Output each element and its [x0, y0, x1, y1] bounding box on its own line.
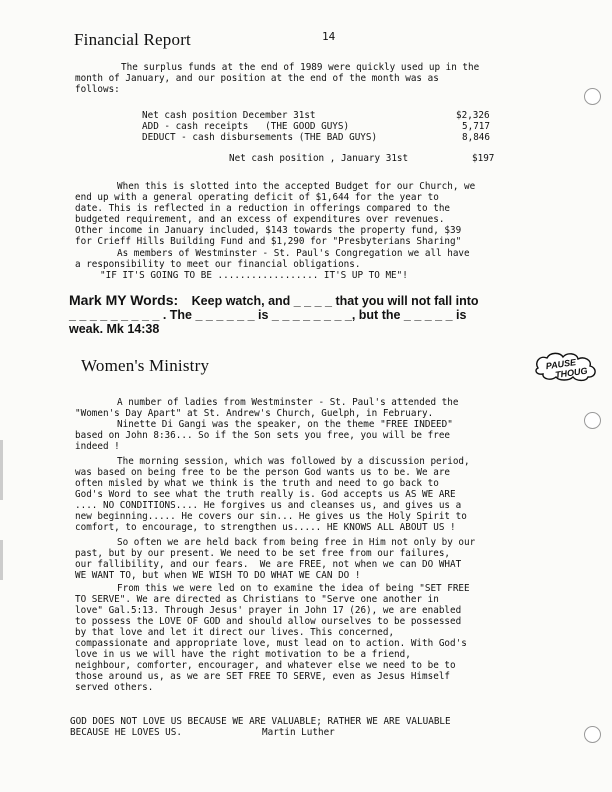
body-line: The morning session, which was followed by a discussion period,	[117, 456, 470, 467]
body-line: past, but by our present. We need to be set free from our failures,	[75, 548, 451, 559]
svg-text:PAUSE: PAUSE	[545, 357, 577, 372]
mark-my-words	[69, 292, 479, 308]
body-line: for Crieff Hills Building Fund and $1,290 for "Presbyterians Sharing"	[75, 236, 462, 247]
intro-line: month of January, and our position at the end of the month was as	[75, 73, 439, 84]
body-line: based on John 8:36... So if the Son sets you free, you will be free	[75, 430, 451, 441]
body-line: When this is slotted into the accepted Budget for our Church, we	[117, 181, 476, 192]
body-line: date. This is reflected in a reduction in offerings compared to the	[75, 203, 451, 214]
womens-ministry-heading: Women's Ministry	[81, 356, 210, 375]
body-line: by that love and let it direct our lives. This concerned,	[75, 627, 395, 638]
body-line: TO SERVE". We are directed as Christians to "Serve one another in	[75, 594, 439, 605]
body-line: "Women's Day Apart" at St. Andrew's Church, Guelph, in February.	[75, 408, 434, 419]
intro-line: follows:	[75, 84, 120, 95]
scan-edge-shadow	[0, 440, 3, 500]
body-line: WE WANT TO, but when WE WISH TO DO WHAT WE CAN DO !	[75, 570, 361, 581]
mark-my-words-line: _ _ _ _ _ _ _ _ _ . The _ _ _ _ _ _ is _ _ _ _ _ _ _ _, but the _ _ _ _ _ is	[69, 308, 467, 322]
body-line: our fallibility, and our fears. We are FREE, not when we can DO WHAT	[75, 559, 462, 570]
body-line: new beginning..... He covers our sin... He gives us the Holy Spirit to	[75, 511, 467, 522]
page-number: 14	[322, 30, 336, 43]
body-line: comfort, to encourage, to strengthen us..... HE KNOWS ALL ABOUT US !	[75, 522, 456, 533]
body-line: compassionate and appropriate love, must lead on to action. With God's	[75, 638, 467, 649]
body-line: .... NO CONDITIONS.... He forgives us and cleanses us, and gives us a	[75, 500, 462, 511]
scan-edge-shadow	[0, 540, 3, 580]
body-line: budgeted requirement, and an excess of expenditures over revenues.	[75, 214, 445, 225]
thought-cloud-icon	[532, 350, 602, 382]
body-line: love" Gal.5:13. Through Jesus' prayer in John 17 (26), we are enabled	[75, 605, 462, 616]
cash-row-label: Net cash position December 31st	[142, 110, 316, 121]
mark-my-words-line: Keep watch, and _ _ _ _ that you will not fall into	[191, 294, 479, 308]
financial-report-heading: Financial Report	[74, 30, 191, 49]
body-line: a responsibility to meet our financial obligations.	[75, 259, 361, 270]
body-line: From this we were led on to examine the idea of being "SET FREE	[117, 583, 470, 594]
motto-line: "IF IT'S GOING TO BE .................. IT'S UP TO ME"!	[100, 270, 408, 281]
pause-thought-clipart	[532, 350, 602, 382]
body-line: Ninette Di Gangi was the speaker, on the theme "FREE INDEED"	[117, 419, 453, 430]
cash-row-value: $2,326	[456, 110, 490, 121]
binder-hole	[584, 726, 601, 743]
cash-row-label: DEDUCT - cash disbursements (THE BAD GUYS)	[142, 132, 378, 143]
binder-hole	[584, 412, 601, 429]
body-line: end up with a general operating deficit of $1,644 for the year to	[75, 192, 439, 203]
net-position-label: Net cash position , January 31st	[229, 153, 409, 164]
binder-hole	[584, 88, 601, 105]
cash-row-value: 5,717	[462, 121, 490, 132]
body-line: As members of Westminster - St. Paul's Congregation we all have	[117, 248, 470, 259]
body-line: So often we are held back from being free in Him not only by our	[117, 537, 476, 548]
body-line: those around us, as we are SET FREE TO SERVE, even as Jesus Himself	[75, 671, 451, 682]
quote-line: BECAUSE HE LOVES US.	[70, 727, 182, 738]
body-line: to possess the LOVE OF GOD and should allow ourselves to be possessed	[75, 616, 462, 627]
net-position-value: $197	[472, 153, 495, 164]
mark-my-words-title: Mark MY Words:	[69, 292, 179, 308]
cash-row-value: 8,846	[462, 132, 490, 143]
quote-author: Martin Luther	[262, 727, 335, 738]
body-line: A number of ladies from Westminster - St. Paul's attended the	[117, 397, 459, 408]
cash-row-label: ADD - cash receipts (THE GOOD GUYS)	[142, 121, 350, 132]
mark-my-words-reference: weak. Mk 14:38	[69, 322, 160, 336]
body-line: neighbour, comforter, encourager, and whatever else we need to be to	[75, 660, 456, 671]
body-line: Other income in January included, $143 towards the property fund, $39	[75, 225, 462, 236]
body-line: love in us we will have the right motivation to be a friend,	[75, 649, 411, 660]
body-line: often misled by what we think is the truth and need to go back to	[75, 478, 439, 489]
body-line: served others.	[75, 682, 154, 693]
intro-line: The surplus funds at the end of 1989 were quickly used up in the	[121, 62, 480, 73]
svg-text:THOUG: THOUG	[554, 365, 589, 380]
body-line: indeed !	[75, 441, 120, 452]
quote-line: GOD DOES NOT LOVE US BECAUSE WE ARE VALUABLE; RATHER WE ARE VALUABLE	[70, 716, 451, 727]
body-line: God's Word to see what the truth really is. God accepts us AS WE ARE	[75, 489, 456, 500]
body-line: was based on being free to be the person God wants us to be. We are	[75, 467, 451, 478]
